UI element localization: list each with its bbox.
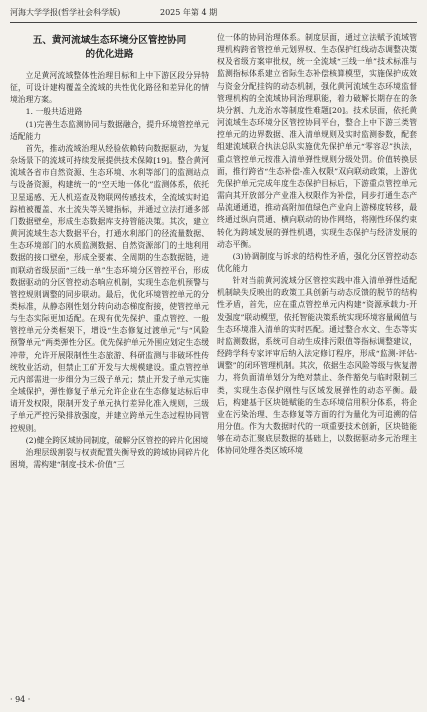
paragraph-dynamic-optimization: 针对当前黄河流域分区管控实践中准入清单弹性适配机制缺失反映出的政策工具创新与动态反馈的脱节的结构性矛盾，首先，应在重点管控单元内构建“资源承载力-开发强度”联动模型，依托智能决策系统实现环境容量阈值与生态环境准入清单的实时匹配。通过整合水文、生态等实时监测数据，系统可自动生成排污限值等指标调整建议，经跨学科专家评审后纳入法定修订程序，形成“监测-评估-调整”的闭环管理机制。其次，依据生态风险等级与恢复潜力，将负面清单划分为绝对禁止、条件豁免与临时限制三类，实现生态保护刚性与区域发展弹性的动态平衡。最后，构建基于区块链赋能的生态环境信用积分体系，将企业在污染治理、生态修复等方面的行为量化为可追溯的信用分值。作为大数据时代的一项重要技术创新，区块链能够在动态汇聚底层数据的基础上，以数据驱动多元治理主体协同处理各类区域环境 bbox=[217, 276, 417, 456]
header-rule bbox=[10, 22, 417, 23]
subheading-cross-region: (2)健全跨区域协同制度，破解分区管控的碎片化困境 bbox=[25, 435, 209, 445]
intro-paragraph: 立足黄河流域整体性治理目标和上中下游区段分异特征，可设计建构覆盖全流域的共性优化路径和差异化的情境治理方案。 bbox=[10, 71, 209, 105]
subheading-monitoring: (1)完善生态监测协同与数据融合，提升环境管控单元适配能力 bbox=[10, 119, 209, 141]
page-number: · 94 · bbox=[10, 695, 31, 704]
issue-number: 2025 年第 4 期 bbox=[160, 8, 218, 17]
subheading-general-path: 1. 一般共适进路 bbox=[25, 107, 83, 117]
subheading-dynamic-optimization: (3)协调制度与诉求的结构性矛盾，强化分区管控动态优化能力 bbox=[217, 251, 417, 273]
section-title-line-2: 的优化进路 bbox=[85, 49, 134, 60]
paragraph-cross-region-cont: 位一体的协同治理体系。制度层面，通过立法赋予流域管理机构跨省管控单元划界权、生态保护红线动态调整决策权及省级方案审批权，统一全流域“三线一单”技术标准与监测指标体系建立省际生态补偿核算模型，实施保护成效与资金分配挂钩的动态机制，强化黄河流域生态环境监督管理机构的全流域协同治理职能，着力破解长期存在的条块分割、九龙治水等制度性难题[20]。技术层面，依托黄河流域生态环境分区管控协同平台，整合上中下游三类管控单元的边界数据、准入清单规则及实时监测参数，配套组建流域联合执法总队实施优先保护单元“零容忍”执法，重点管控单元按准入清单弹性规则分级处罚。价值转换层面，推行跨省“生态补偿-准入权限”双向联动政策，上游优先保护单元完成年度生态保护目标后，下游重点管控单元需向其开放部分产业准入权限作为补偿，同步打通生态产品流通通道，推动高附加值绿色产业向上游梯度转移，最终通过纵向贯通、横向联动的协作网络，将刚性环保约束转化为跨域发展的弹性机遇，实现生态保护与经济发展的动态平衡。 bbox=[217, 33, 417, 249]
left-column bbox=[10, 32, 209, 686]
section-title bbox=[10, 34, 209, 62]
right-column bbox=[217, 32, 417, 686]
journal-name: 河海大学学报(哲学社会科学版) bbox=[10, 8, 121, 17]
paragraph-cross-region-start: 治理层级割裂与权责配置失衡导致的跨域协同碎片化困境，需构建“制度-技术-价值”三 bbox=[10, 447, 209, 469]
paragraph-monitoring: 首先，推动流域治理从经验依赖转向数据驱动，为复杂场景下的流域可持续发展提供技术保障[19]。整合黄河流域各省市自然资源、生态环境、水利等部门的监测站点与设备资源，构建统一的“空天地一体化”监测体系，依托卫星遥感、无人机巡查及物联网传感技术，全流域实时追踪植被覆盖、水土流失等关键指标，并通过立法打通多部门数据壁垒，形成生态数据库支持管能决策。其次，建立黄河流域生态大数据平台，打通水利部门的径流量数据、生态环境部门的水质监测数据、自然资源部门的土地利用数据的接口壁垒，形成全要素、全周期的生态数据链，进而联动省级层面“三线一单”生态环境分区管控平台，形成数据驱动的分区管控动态响应机制，实现生态危机预警与管控规则调整的同步联动。最后，优化环境管控单元的分类标准，从静态刚性划分转向动态梯度衔接，使管控单元与生态实际更加适配。在现有优先保护、重点管控、一般管控单元分类框架下，增设“生态修复过渡单元”与“风险预警单元”两类弹性分区。优先保护单元外围应划定生态缓冲带，允许开展限制性生态旅游、科研监测与非破坏性传统牧业活动，但禁止工矿开发与大规模建设。重点管控单元内部需进一步细分为三级子单元；禁止开发子单元实施全域保护，弹性修复子单元允许企业在生态修复达标后申请开发权限，限制开发子单元执行差异化准入规则，三级子单元严控污染排放强度，并建立跨单元生态过程协同管控规则。 bbox=[10, 143, 209, 433]
running-header bbox=[10, 6, 417, 20]
section-title-line-1: 五、黄河流域生态环境分区管控协同 bbox=[32, 35, 187, 46]
